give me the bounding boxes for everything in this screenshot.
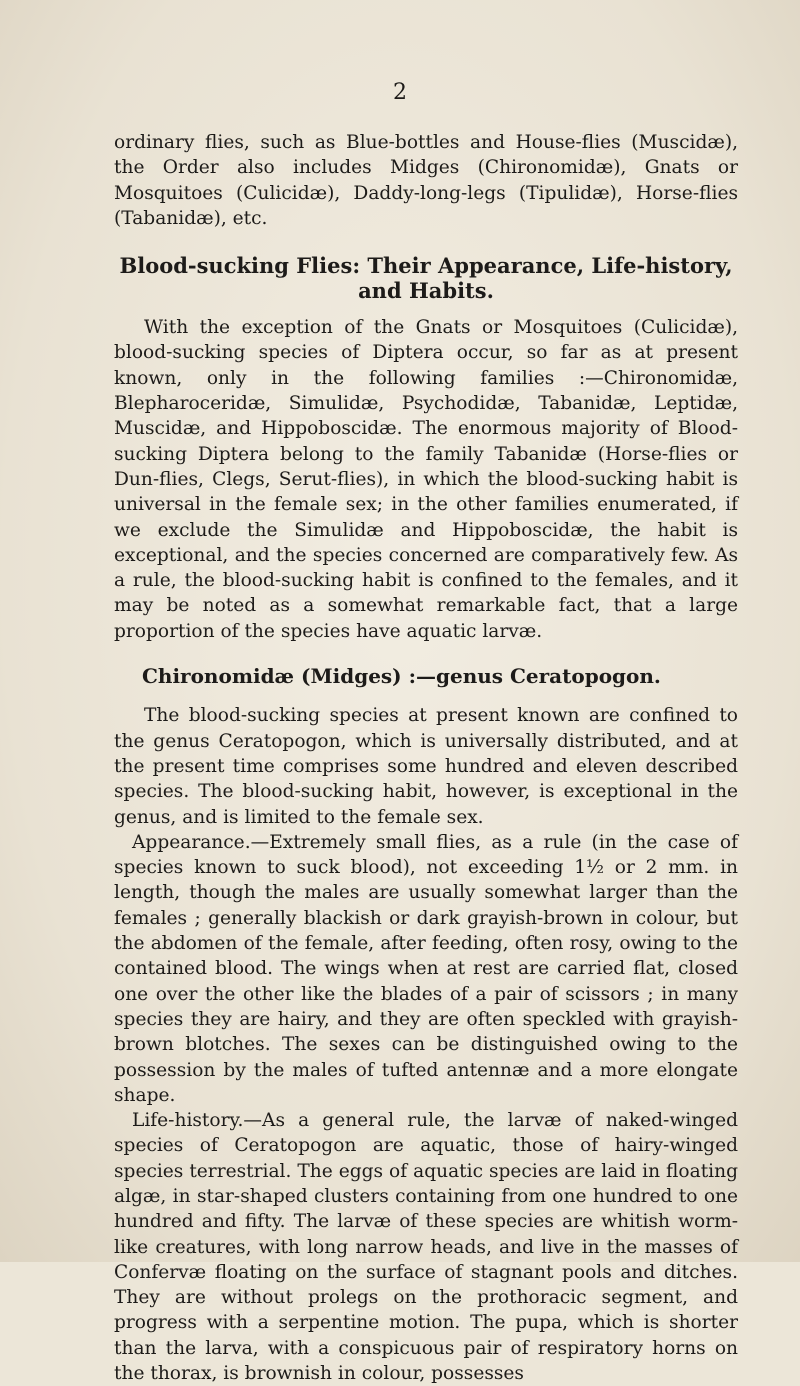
intro-paragraph: ordinary flies, such as Blue-bottles and House-flies (Muscidæ), the Order also includes Midges (Chironomidæ), Gnats or Mosquitoes (Culicidæ), Daddy-long-legs (Tipulidæ), Horse-flies (Tabanidæ), etc. — [114, 132, 738, 229]
page-number: 2 — [393, 80, 407, 105]
page-content — [114, 130, 738, 1386]
appearance-paragraph: Appearance.—Extremely small flies, as a rule (in the case of species known to suck blood), not exceeding 1½ or 2 mm. in length, though the males are usually somewhat larger than the females ; generally blackish or dark grayish-brown in colour, but the abdomen of the female, after feeding, often rosy, owing to the contained blood. The wings when at rest are carried flat, closed one over the other like the blades of a pair of scissors ; in many species they are hairy, and they are often speckled with grayish-brown blotches. The sexes can be distinguished owing to the possession by the males of tufted antennæ and a more elongate shape. — [114, 831, 738, 1106]
section-heading: Blood-sucking Flies: Their Appearance, Life-history, and Habits. — [119, 253, 733, 304]
section-paragraph: With the exception of the Gnats or Mosquitoes (Culicidæ), blood-sucking species of Diptera occur, so far as at present known, only in the following families :—Chironomidæ, Blepharoceridæ, Simulidæ, Psychodidæ, Tabanidæ, Leptidæ, Muscidæ, and Hippoboscidæ. The enormous majority of Blood-sucking Diptera belong to the family Tabanidæ (Horse-flies or Dun-flies, Clegs, Serut-flies), in which the blood-sucking habit is universal in the female sex; in the other families enumerated, if we exclude the Simulidæ and Hippoboscidæ, the habit is exceptional, and the species concerned are comparatively few. As a rule, the blood-sucking habit is confined to the females, and it may be noted as a somewhat remarkable fact, that a large proportion of the species have aquatic larvæ. — [114, 317, 738, 642]
genus-paragraph: The blood-sucking species at present known are confined to the genus Ceratopogon, which is universally distributed, and at the present time comprises some hundred and eleven described species. The blood-sucking habit, however, is exceptional in the genus, and is limited to the female sex. — [114, 705, 738, 828]
subheading: Chironomidæ (Midges) :—genus Ceratopogon. — [142, 664, 661, 689]
life-history-paragraph: Life-history.—As a general rule, the larvæ of naked-winged species of Ceratopogon are aquatic, those of hairy-winged species terrestrial. The eggs of aquatic species are laid in floating algæ, in star-shaped clusters containing from one hundred to one hundred and fifty. The larvæ of these species are whitish worm-like creatures, with long narrow heads, and live in the masses of Confervæ floating on the surface of stagnant pools and ditches. They are without prolegs on the prothoracic segment, and progress with a serpentine motion. The pupa, which is shorter than the larva, with a conspicuous pair of respiratory horns on the thorax, is brownish in colour, possesses — [114, 1110, 738, 1385]
